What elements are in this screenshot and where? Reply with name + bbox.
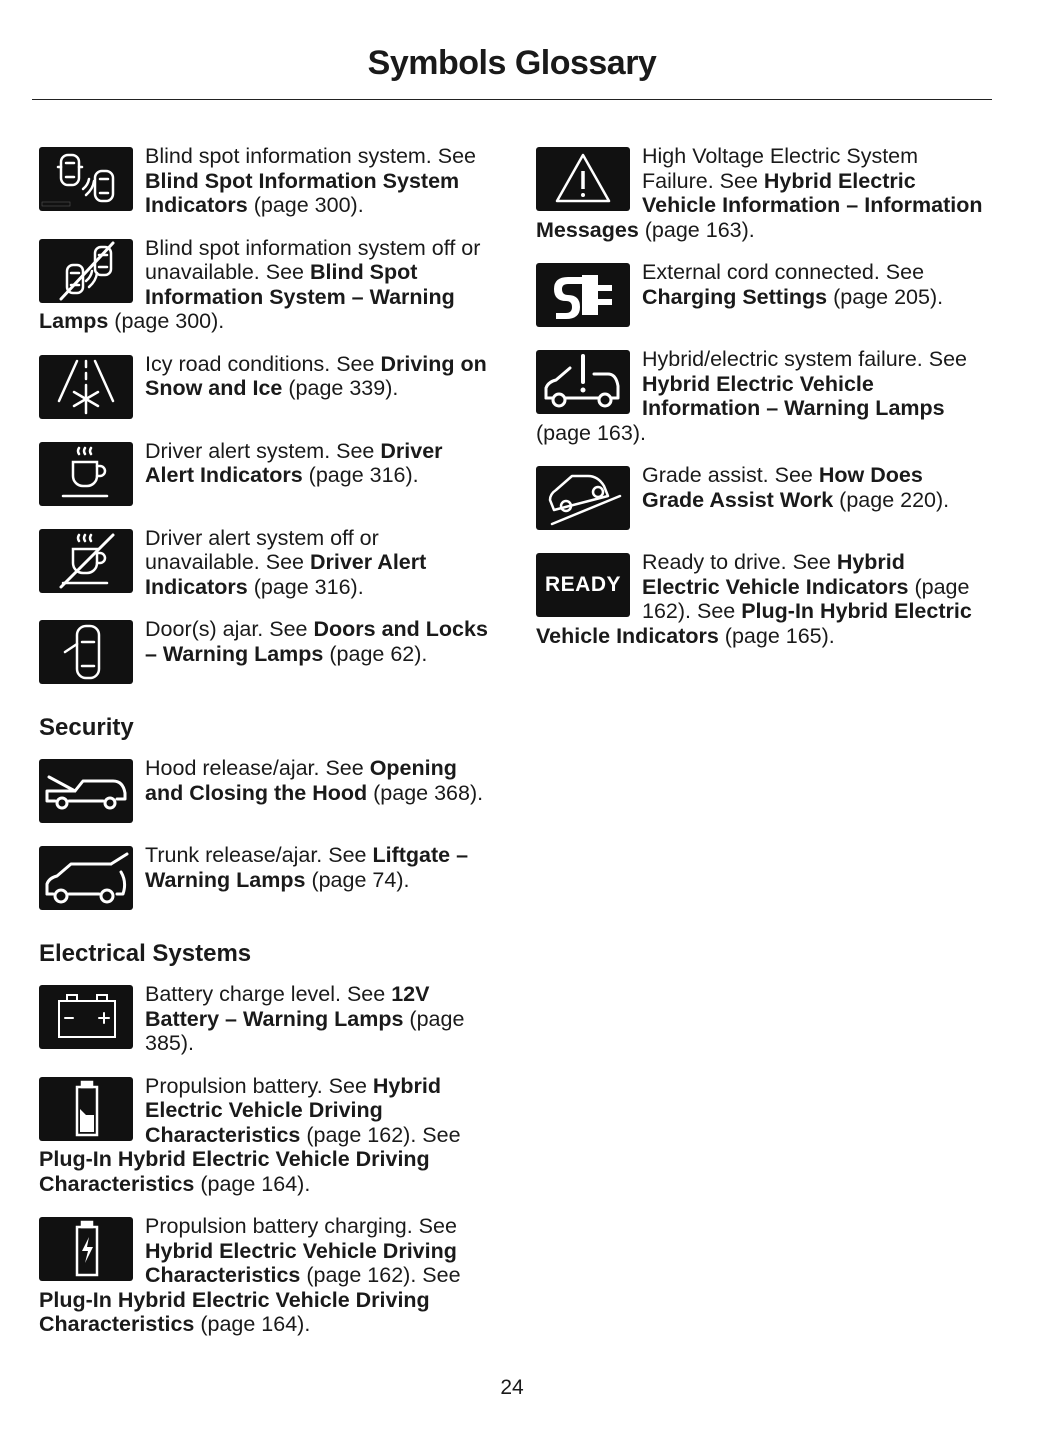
- cross-reference-link[interactable]: Driver Alert Indicators: [145, 438, 443, 487]
- propulsion-battery-icon: [39, 1077, 133, 1141]
- glossary-entry-propulsion-battery-charging: [39, 1214, 491, 1337]
- entry-description: Driver alert system. See Driver Alert Indicators (page 316).: [145, 438, 443, 487]
- left-column: [39, 144, 491, 1355]
- page-title: Symbols Glossary: [367, 44, 657, 82]
- entry-description: External cord connected. See Charging Settings (page 205).: [642, 260, 944, 309]
- cross-reference-link[interactable]: Plug-In Hybrid Electric Vehicle Indicators: [536, 599, 972, 648]
- glossary-entry-grade-assist: [536, 463, 988, 532]
- entry-description: Trunk release/ajar. See Liftgate – Warning Lamps (page 74).: [145, 843, 469, 892]
- ready-icon: [536, 553, 630, 617]
- entry-description: Ready to drive. See Hybrid Electric Vehicle Indicators (page 162). See Plug-In Hybrid Electric Vehicle Indicators (page 165).: [536, 550, 972, 648]
- entry-description: Hood release/ajar. See Opening and Closing the Hood (page 368).: [145, 756, 484, 805]
- glossary-entry-high-voltage-failure: [536, 144, 988, 242]
- cross-reference-link[interactable]: 12V Battery – Warning Lamps: [145, 982, 430, 1031]
- glossary-entry-driver-alert-off: [39, 526, 491, 600]
- entry-description: Driver alert system off or unavailable. See Driver Alert Indicators (page 316).: [145, 525, 427, 599]
- glossary-entry-door-ajar: [39, 617, 491, 686]
- cross-reference-link[interactable]: Blind Spot Information System – Warning Lamps: [39, 260, 455, 333]
- blind-spot-off-icon: [39, 239, 133, 303]
- entry-description: Grade assist. See How Does Grade Assist Work (page 220).: [642, 463, 950, 512]
- coffee-cup-icon: [39, 442, 133, 506]
- glossary-entry-driver-alert: [39, 439, 491, 508]
- cross-reference-link[interactable]: Hybrid Electric Vehicle Information – Information Messages: [536, 168, 983, 242]
- glossary-entry-ready: [536, 550, 988, 648]
- hood-ajar-icon: [39, 759, 133, 823]
- cross-reference-link[interactable]: Driving on Snow and Ice: [145, 351, 487, 400]
- cross-reference-link[interactable]: Charging Settings: [642, 284, 828, 309]
- plug-cord-icon: [536, 263, 630, 327]
- cross-reference-link[interactable]: Liftgate – Warning Lamps: [145, 843, 469, 892]
- cross-reference-link[interactable]: Hybrid Electric Vehicle Indicators: [642, 550, 909, 599]
- glossary-entry-propulsion-battery: [39, 1074, 491, 1197]
- warning-triangle-icon: [536, 147, 630, 211]
- glossary-entry-blind-spot: [39, 144, 491, 218]
- entry-description: Blind spot information system off or unavailable. See Blind Spot Information System – Warning Lamps (page 300).: [39, 235, 481, 333]
- page-number: 24: [500, 1376, 524, 1399]
- door-ajar-icon: [39, 620, 133, 684]
- cross-reference-link[interactable]: Blind Spot Information System Indicators: [145, 168, 460, 217]
- cross-reference-link[interactable]: Opening and Closing the Hood: [145, 756, 457, 805]
- entry-description: Propulsion battery. See Hybrid Electric Vehicle Driving Characteristics (page 162). See Plug-In Hybrid Electric Vehicle Driving Characteristics (page 164).: [39, 1073, 461, 1196]
- entry-description: Hybrid/electric system failure. See Hybrid Electric Vehicle Information – Warning Lamps (page 163).: [536, 347, 967, 445]
- cross-reference-link[interactable]: Hybrid Electric Vehicle Driving Characteristics: [145, 1238, 457, 1287]
- glossary-entry-trunk-ajar: [39, 843, 491, 912]
- ready-icon-label: READY: [544, 572, 621, 596]
- glossary-entry-icy-road: [39, 352, 491, 421]
- cross-reference-link[interactable]: Doors and Locks – Warning Lamps: [145, 617, 488, 666]
- section-heading-electrical-systems: Electrical Systems: [39, 940, 252, 967]
- propulsion-battery-charging-icon: [39, 1217, 133, 1281]
- battery-icon: [39, 985, 133, 1049]
- cross-reference-link[interactable]: Hybrid Electric Vehicle Driving Characteristics: [145, 1073, 441, 1147]
- cross-reference-link[interactable]: Plug-In Hybrid Electric Vehicle Driving Characteristics: [39, 1147, 430, 1196]
- cross-reference-link[interactable]: How Does Grade Assist Work: [642, 463, 923, 512]
- grade-assist-icon: [536, 466, 630, 530]
- coffee-cup-off-icon: [39, 529, 133, 593]
- cross-reference-link[interactable]: Driver Alert Indicators: [145, 550, 427, 599]
- glossary-entry-hybrid-system-failure: [536, 347, 988, 445]
- icy-road-icon: [39, 355, 133, 419]
- entry-description: Blind spot information system. See Blind Spot Information System Indicators (page 300).: [145, 144, 477, 217]
- cross-reference-link[interactable]: Hybrid Electric Vehicle Information – Warning Lamps: [642, 371, 945, 420]
- glossary-entry-blind-spot-off: [39, 236, 491, 334]
- right-column: [536, 144, 988, 666]
- glossary-entry-battery: [39, 982, 491, 1056]
- blind-spot-icon: [39, 147, 133, 211]
- hybrid-system-failure-icon: [536, 350, 630, 414]
- section-heading-security: Security: [39, 714, 134, 741]
- title-divider: [32, 99, 992, 100]
- entry-description: Battery charge level. See 12V Battery – Warning Lamps (page 385).: [145, 982, 465, 1055]
- entry-description: High Voltage Electric System Failure. See Hybrid Electric Vehicle Information – Information Messages (page 163).: [536, 144, 983, 242]
- glossary-entry-hood-ajar: [39, 756, 491, 825]
- entry-description: Propulsion battery charging. See Hybrid Electric Vehicle Driving Characteristics (page 162). See Plug-In Hybrid Electric Vehicle Driving Characteristics (page 164).: [39, 1214, 461, 1336]
- glossary-entry-external-cord: [536, 260, 988, 329]
- cross-reference-link[interactable]: Plug-In Hybrid Electric Vehicle Driving Characteristics: [39, 1287, 430, 1336]
- trunk-ajar-icon: [39, 846, 133, 910]
- entry-description: Door(s) ajar. See Doors and Locks – Warning Lamps (page 62).: [145, 617, 488, 666]
- entry-description: Icy road conditions. See Driving on Snow and Ice (page 339).: [145, 351, 487, 400]
